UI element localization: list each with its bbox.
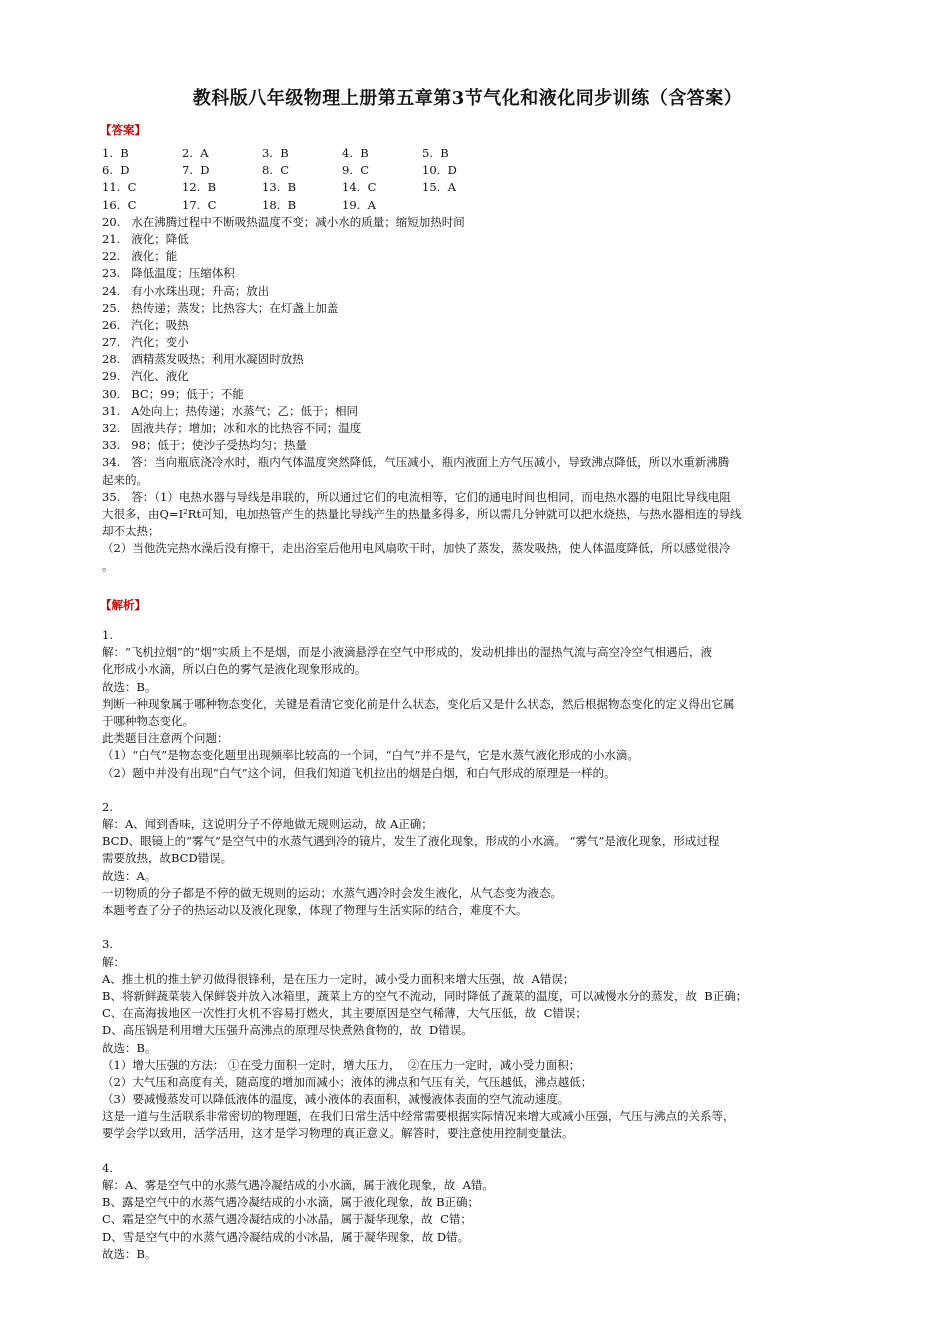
answer-item: 19. A xyxy=(342,197,376,212)
block-spacer xyxy=(102,919,830,936)
analysis-line: （2）大气压和高度有关，随高度的增加而减小；液体的沸点和气压有关，气压越低，沸点越低； xyxy=(102,1074,593,1089)
answer-line: 起来的。 xyxy=(102,472,148,487)
analysis-line: 要学会学以致用，活学活用，这才是学习物理的真正意义。解答时，要注意使用控制变量法。 xyxy=(102,1126,574,1141)
analysis-line: 一切物质的分子都是不停的做无规则的运动；水蒸气遇冷时会发生液化，从气态变为液态。 xyxy=(102,885,562,900)
analysis-line: B、将新鲜蔬菜装入保鲜袋并放入冰箱里，蔬菜上方的空气不流动，同时降低了蔬菜的温度，可以减慢水分的蒸发，故 B正确； xyxy=(102,988,748,1003)
analysis-line: （1）增大压强的方法： ①在受力面积一定时，增大压力， ②在压力一定时，减小受力面积； xyxy=(102,1057,581,1072)
analysis-line: A、推土机的推土铲刃做得很锋利，是在压力一定时，减小受力面积来增大压强，故 A错误； xyxy=(102,971,575,986)
analysis-block xyxy=(102,1160,830,1263)
answer-line: 35. 答：（1）电热水器与导线是串联的，所以通过它们的电流相等，它们的通电时间也相同，而电热水器的电阻比导线电阻 xyxy=(102,489,731,504)
analysis-line: C、霜是空气中的水蒸气遇冷凝结成的小冰晶，属于凝华现象，故 C错； xyxy=(102,1212,472,1227)
analysis-line: D、高压锅是利用增大压强升高沸点的原理尽快煮熟食物的，故 D错误。 xyxy=(102,1023,473,1038)
analysis-line: 需要放热，故BCD错误。 xyxy=(102,851,233,866)
analysis-line: 故选：A。 xyxy=(102,868,157,883)
answer-item: 18. B xyxy=(262,197,297,212)
analysis-line: 化形成小水滴，所以白色的雾气是液化现象形成的。 xyxy=(102,662,367,677)
analysis-line: B、露是空气中的水蒸气遇冷凝结成的小水滴，属于液化现象，故 B正确； xyxy=(102,1195,480,1210)
answer-lines xyxy=(102,214,830,575)
analysis-line: D、雪是空气中的水蒸气遇冷凝结成的小冰晶，属于凝华现象，故 D错。 xyxy=(102,1229,470,1244)
block-spacer xyxy=(102,782,830,799)
analysis-line: BCD、眼镜上的“雾气”是空气中的水蒸气遇到冷的镜片，发生了液化现象，形成的小水滴。 “雾气”是液化现象，形成过程 xyxy=(102,834,720,849)
answer-item: 4. B xyxy=(342,146,369,160)
answer-line: 32. 固液共存；增加；冰和水的比热容不同；温度 xyxy=(102,421,362,435)
answer-line: 34. 答：当向瓶底浇冷水时，瓶内气体温度突然降低，气压减小，瓶内液面上方气压减小，导致沸点降低，所以水重新沸腾 xyxy=(102,455,730,470)
block-spacer xyxy=(102,1143,830,1160)
analysis-line: 判断一种现象属于哪种物态变化，关键是看清它变化前是什么状态，变化后又是什么状态，然后根据物态变化的定义得出它属 xyxy=(102,696,735,711)
analysis-line: 解：A、雾是空气中的水蒸气遇冷凝结成的小水滴，属于液化现象，故 A错。 xyxy=(102,1178,494,1192)
answer-item: 7. D xyxy=(182,163,210,178)
answer-line: 20. 水在沸腾过程中不断吸热温度不变；减小水的质量；缩短加热时间 xyxy=(102,214,465,229)
answer-line: 22. 液化；能 xyxy=(102,249,178,264)
answer-item: 8. C xyxy=(262,163,290,178)
analysis-line: 故选：B。 xyxy=(102,1246,157,1261)
answer-heading: 【答案】 xyxy=(100,123,146,137)
answer-grid xyxy=(102,145,830,214)
analysis-line: 故选：B。 xyxy=(102,679,157,694)
answer-grid-row xyxy=(102,145,830,162)
answer-item: 15. A xyxy=(422,180,456,195)
answer-line: 却不太热； xyxy=(102,524,160,539)
answer-item: 2. A xyxy=(182,146,209,160)
analysis-block xyxy=(102,799,830,919)
analysis-line: 本题考查了分子的热运动以及液化现象，体现了物理与生活实际的结合，难度不大。 xyxy=(102,903,528,917)
answer-section xyxy=(102,145,830,575)
analysis-line: 故选：B。 xyxy=(102,1040,157,1055)
answer-line: 23. 降低温度；压缩体积 xyxy=(102,266,235,281)
answer-item: 1. B xyxy=(102,146,129,160)
answer-item: 14. C xyxy=(342,180,377,195)
answer-line: 31. A处向上；热传递；水蒸气；乙；低于；相同 xyxy=(102,403,359,418)
answer-line: 30. BC；99；低于；不能 xyxy=(102,386,244,401)
analysis-line: 解： xyxy=(102,954,125,969)
analysis-line: （3）要减慢蒸发可以降低液体的温度，减小液体的表面积，减慢液体表面的空气流动速度。 xyxy=(102,1092,570,1107)
answer-line: 26. 汽化；吸热 xyxy=(102,317,189,332)
analysis-number: 1. xyxy=(102,628,113,642)
analysis-line: （1）“白气”是物态变化题里出现频率比较高的一个词，“白气”并不是气，它是水蒸气液化形成的小水滴。 xyxy=(102,748,639,763)
answer-item: 5. B xyxy=(422,146,449,160)
analysis-line: 解：“飞机拉烟”的“烟”实质上不是烟，而是小液滴悬浮在空气中形成的，发动机排出的湿热气流与高空冷空气相遇后，液 xyxy=(102,645,713,660)
answer-grid-row xyxy=(102,162,830,179)
answer-item: 12. B xyxy=(182,180,217,195)
analysis-block xyxy=(102,627,830,782)
answer-line: 27. 汽化；变小 xyxy=(102,335,189,350)
analysis-line: C、在高海拔地区一次性打火机不容易打燃火，其主要原因是空气稀薄，大气压低，故 C错误； xyxy=(102,1006,587,1021)
answer-grid-row xyxy=(102,179,830,196)
analysis-block xyxy=(102,936,830,1142)
analysis-number: 3. xyxy=(102,937,113,952)
analysis-number: 4. xyxy=(102,1160,113,1175)
answer-line: 28. 酒精蒸发吸热；利用水凝固时放热 xyxy=(102,352,304,367)
analysis-heading: 【解析】 xyxy=(100,598,146,612)
answer-line: 24. 有小水珠出现；升高；放出 xyxy=(102,283,270,298)
analysis-line: 这是一道与生活联系非常密切的物理题，在我们日常生活中经常需要根据实际情况来增大或减小压强，气压与沸点的关系等， xyxy=(102,1109,735,1124)
answer-item: 16. C xyxy=(102,197,137,212)
answer-line: 33. 98；低于；使沙子受热均匀；热量 xyxy=(102,438,307,453)
analysis-number: 2. xyxy=(102,799,113,814)
document-title: 教科版八年级物理上册第五章第3节气化和液化同步训练（含答案） xyxy=(192,88,743,109)
answer-item: 6. D xyxy=(102,163,130,178)
answer-line: 25. 热传递；蒸发；比热容大；在灯盏上加盖 xyxy=(102,300,339,315)
answer-item: 3. B xyxy=(262,146,289,160)
answer-item: 13. B xyxy=(262,180,297,195)
answer-line: 29. 汽化、液化 xyxy=(102,369,189,384)
answer-item: 9. C xyxy=(342,163,370,178)
answer-line: 大很多，由Q=I²Rt可知，电加热管产生的热量比导线产生的热量多得多，所以需几分钟就可以把水烧热，与热水器相连的导线 xyxy=(102,506,742,521)
analysis-line: （2）题中并没有出现“白气”这个词，但我们知道飞机拉出的烟是白烟，和白气形成的原理是一样的。 xyxy=(102,765,616,780)
analysis-line: 于哪种物态变化。 xyxy=(102,713,194,728)
analysis-line: 解：A、闻到香味，这说明分子不停地做无规则运动，故 A正确； xyxy=(102,817,433,832)
answer-item: 10. D xyxy=(422,163,457,178)
analysis-line: 此类题目注意两个问题： xyxy=(102,731,229,746)
answer-item: 11. C xyxy=(102,180,137,195)
answer-line: （2）当他洗完热水澡后没有擦干，走出浴室后他用电风扇吹干时，加快了蒸发，蒸发吸热，使人体温度降低，所以感觉很冷 xyxy=(102,541,731,556)
answer-item: 17. C xyxy=(182,197,217,212)
answer-line: 21. 液化；降低 xyxy=(102,231,189,246)
analysis-section xyxy=(102,627,830,1263)
answer-grid-row xyxy=(102,197,830,214)
answer-line: 。 xyxy=(102,558,114,573)
